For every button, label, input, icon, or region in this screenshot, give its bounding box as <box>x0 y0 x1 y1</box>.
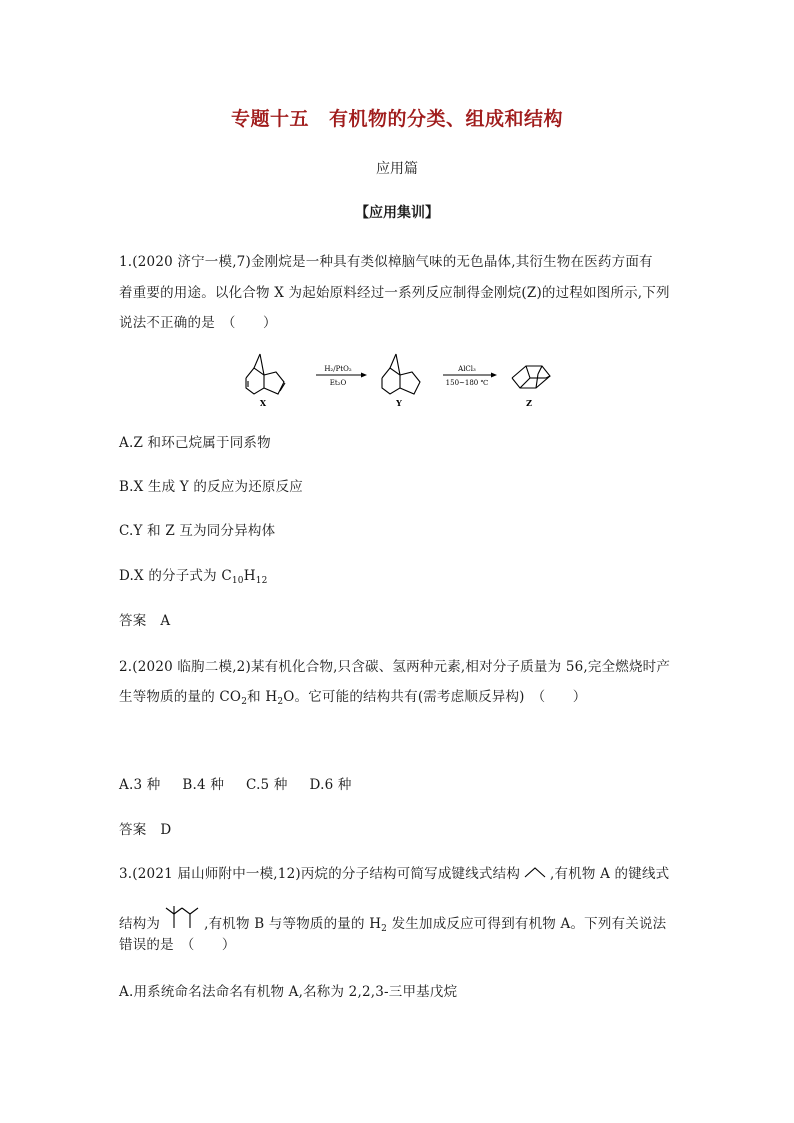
q1-option-a: A.Z 和环己烷属于同系物 <box>119 435 271 451</box>
reagent1-top: H₂/PtO₂ <box>324 365 352 373</box>
q3-stem-line2-sub: 2 <box>381 924 388 934</box>
q1-answer-value: A <box>160 613 171 629</box>
compound-a-skeletal-icon <box>162 904 202 930</box>
q3-stem-line2 <box>119 904 666 934</box>
q2-option-d: D.6 种 <box>309 777 352 793</box>
z-label: Z <box>526 398 532 408</box>
q3-stem-line1 <box>119 862 669 882</box>
x-label: X <box>259 398 267 408</box>
arrowhead-2 <box>491 373 497 378</box>
reagent2-bottom: 150~180 ℃ <box>445 379 489 387</box>
q1-stem-line2: 着重要的用途。以化合物 X 为起始原料经过一系列反应制得金刚烷(Z)的过程如图所示,下列 <box>119 285 670 301</box>
compound-z-structure <box>512 366 550 388</box>
page-subtitle: 应用篇 <box>376 161 418 177</box>
q3-stem-line2-pre: 结构为 <box>119 916 161 932</box>
compound-y-structure <box>382 354 420 394</box>
q2-stem-line2-post: O。它可能的结构共有(需考虑顺反异构) （ ） <box>283 689 587 705</box>
q2-stem-line1: 2.(2020 临朐二模,2)某有机化合物,只含碳、氢两种元素,相对分子质量为 56,完全燃烧时产 <box>119 659 671 675</box>
compound-x-structure <box>246 354 285 394</box>
title-part2: 有机物的分类、组成和结构 <box>329 108 564 130</box>
q2-stem-line2-pre: 生等物质的量的 CO <box>119 689 242 705</box>
q1-option-b: B.X 生成 Y 的反应为还原反应 <box>119 479 304 495</box>
q2-answer <box>119 818 171 838</box>
q3-stem-line2-post-a: ,有机物 B 与等物质的量的 H <box>204 916 382 932</box>
propane-skeletal-icon <box>523 865 547 879</box>
q1-option-d <box>119 564 268 586</box>
reagent2-top: AlCl₃ <box>458 365 476 373</box>
q1-option-d-sub2: 12 <box>255 576 268 586</box>
q1-reaction-scheme <box>236 344 566 410</box>
title-part1: 专题十五 <box>230 108 309 130</box>
q2-stem-line2-mid: 和 H <box>247 689 278 705</box>
q2-option-a: A.3 种 <box>119 777 161 793</box>
q1-option-d-pre: D.X 的分子式为 C <box>119 568 232 584</box>
q1-option-c: C.Y 和 Z 互为同分异构体 <box>119 523 276 539</box>
q1-option-d-mid: H <box>243 568 256 584</box>
q2-answer-label: 答案 <box>119 822 147 838</box>
q1-stem-line3: 说法不正确的是 （ ） <box>119 315 277 331</box>
y-label: Y <box>396 398 402 408</box>
q2-option-c: C.5 种 <box>246 777 288 793</box>
q3-stem-line1-post: ,有机物 A 的键线式 <box>550 866 670 882</box>
page-title <box>0 104 794 131</box>
q2-stem-line2 <box>119 685 586 707</box>
q3-stem-line3: 错误的是 （ ） <box>119 937 236 953</box>
q1-answer-label: 答案 <box>119 613 147 629</box>
arrowhead-1 <box>361 373 367 378</box>
q3-stem-line1-text: 3.(2021 届山师附中一模,12)丙烷的分子结构可简写成键线式结构 <box>119 866 521 882</box>
q2-option-b: B.4 种 <box>182 777 225 793</box>
q1-option-d-sub1: 10 <box>231 576 244 586</box>
reagent1-bottom: Et₂O <box>329 379 347 387</box>
q2-stem-line2-sub1: 2 <box>241 697 248 707</box>
section-heading: 【应用集训】 <box>355 205 439 221</box>
q3-stem-line2-post-b: 发生加成反应可得到有机物 A。下列有关说法 <box>387 916 667 932</box>
q2-options <box>119 773 352 793</box>
q2-stem-line2-sub2: 2 <box>277 697 284 707</box>
q3-option-a: A.用系统命名法命名有机物 A,名称为 2,2,3-三甲基戊烷 <box>119 984 458 1000</box>
q1-answer <box>119 609 170 629</box>
q2-answer-value: D <box>160 822 172 838</box>
q1-stem-line1: 1.(2020 济宁一模,7)金刚烷是一种具有类似樟脑气味的无色晶体,其衍生物在医药方面有 <box>119 254 653 270</box>
